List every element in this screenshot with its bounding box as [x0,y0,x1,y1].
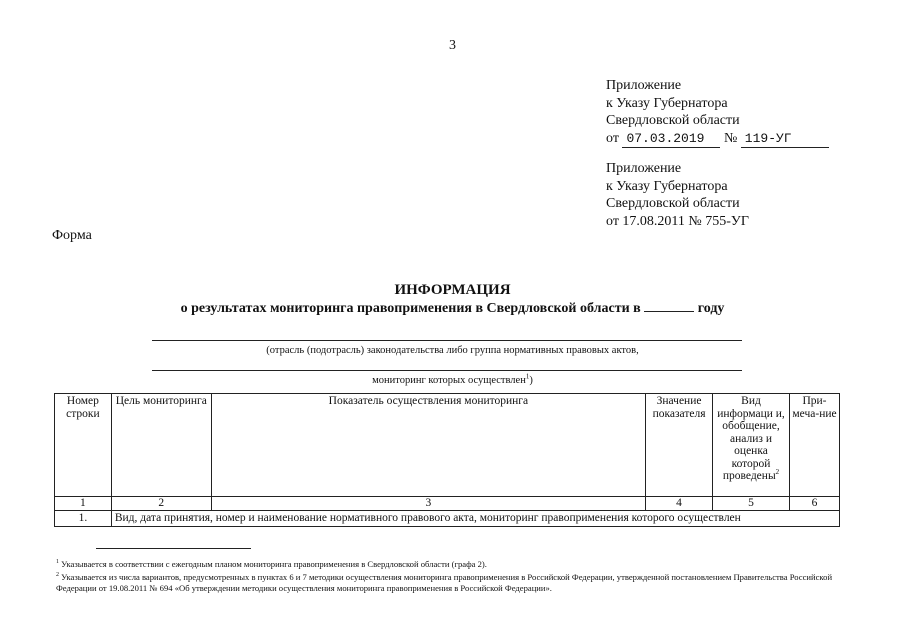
page-number: 3 [449,38,456,53]
footnote-2-text: Указывается из числа вариантов, предусмотренных в пунктах 6 и 7 методики осуществления мониторинга правоприменения в Российской Федерации, утвержденной постановлением Правительства Российской Федерации от 19.08.2011 № 694 «Об утверждении методики осуществления мониторинга правоприменения в Российской Федерации». [56,571,833,593]
footnote-2 [56,572,846,595]
caption-acts [0,372,905,386]
header-row-number: Номер строки [55,394,112,497]
caption-branch: (отрасль (подотрасль) законодательства либо группа нормативных правовых актов, [266,345,639,356]
appendix-original-line3: Свердловской области [606,196,740,211]
header-goal: Цель мониторинга [111,394,211,497]
header-indicator: Показатель осуществления мониторинга [211,394,645,497]
subtitle-text: о результатах мониторинга правоприменения в Свердловской области в [180,301,641,316]
header-info-type-text: Вид информаци и, обобщение, анализ и оценка которой проведены [717,395,785,482]
caption-acts-footnote-mark: 1 [525,372,530,381]
header-value: Значение показателя [646,394,713,497]
date-prefix: от [606,130,619,146]
monitoring-table [54,393,840,527]
table-row [55,511,840,527]
column-number-4: 4 [646,497,713,511]
header-info-type-footnote-mark: 2 [775,468,780,477]
column-number-2: 2 [111,497,211,511]
appendix-current-date-line [606,130,829,149]
appendix-original-line4: от 17.08.2011 № 755-УГ [606,213,749,229]
footnotes [56,559,846,595]
table-header-row [55,394,840,497]
footnote-1 [56,559,846,571]
appendix-current-line2: к Указу Губернатора [606,95,728,111]
footnote-1-text: Указывается в соответствии с ежегодным планом мониторинга правоприменения в Свердловской области (графа 2). [61,559,487,569]
number-prefix: № [723,130,738,146]
column-number-6: 6 [790,497,840,511]
footnote-divider [96,548,251,549]
header-info-type [713,394,790,497]
appendix-current [606,77,829,148]
row1-number: 1. [55,511,112,527]
header-notes: При-меча-ние [790,394,840,497]
form-label: Форма [52,228,92,243]
footnote-1-mark: 1 [56,559,59,566]
footnote-2-mark: 2 [56,571,59,578]
caption-acts-close: ) [529,375,533,386]
decree-number: 119-УГ [741,130,829,149]
appendix-current-line1: Приложение [606,78,682,93]
fill-line-acts [152,370,742,371]
column-number-5: 5 [713,497,790,511]
decree-date: 07.03.2019 [622,130,720,149]
year-blank [644,300,694,312]
appendix-original-line2: к Указу Губернатора [606,178,728,194]
column-number-3: 3 [211,497,645,511]
appendix-original [606,160,749,230]
fill-line-branch [152,340,742,341]
document-title: ИНФОРМАЦИЯ [394,282,511,298]
row1-text: Вид, дата принятия, номер и наименование нормативного правового акта, мониторинг правоприменения которого осуществлен [111,511,839,527]
table-column-numbers-row [55,497,840,511]
column-number-1: 1 [55,497,112,511]
appendix-original-line1: Приложение [606,161,682,176]
caption-acts-text: мониторинг которых осуществлен [372,375,526,386]
subtitle-year-word: году [697,301,725,316]
document-subtitle [0,300,905,317]
appendix-current-line3: Свердловской области [606,113,740,128]
